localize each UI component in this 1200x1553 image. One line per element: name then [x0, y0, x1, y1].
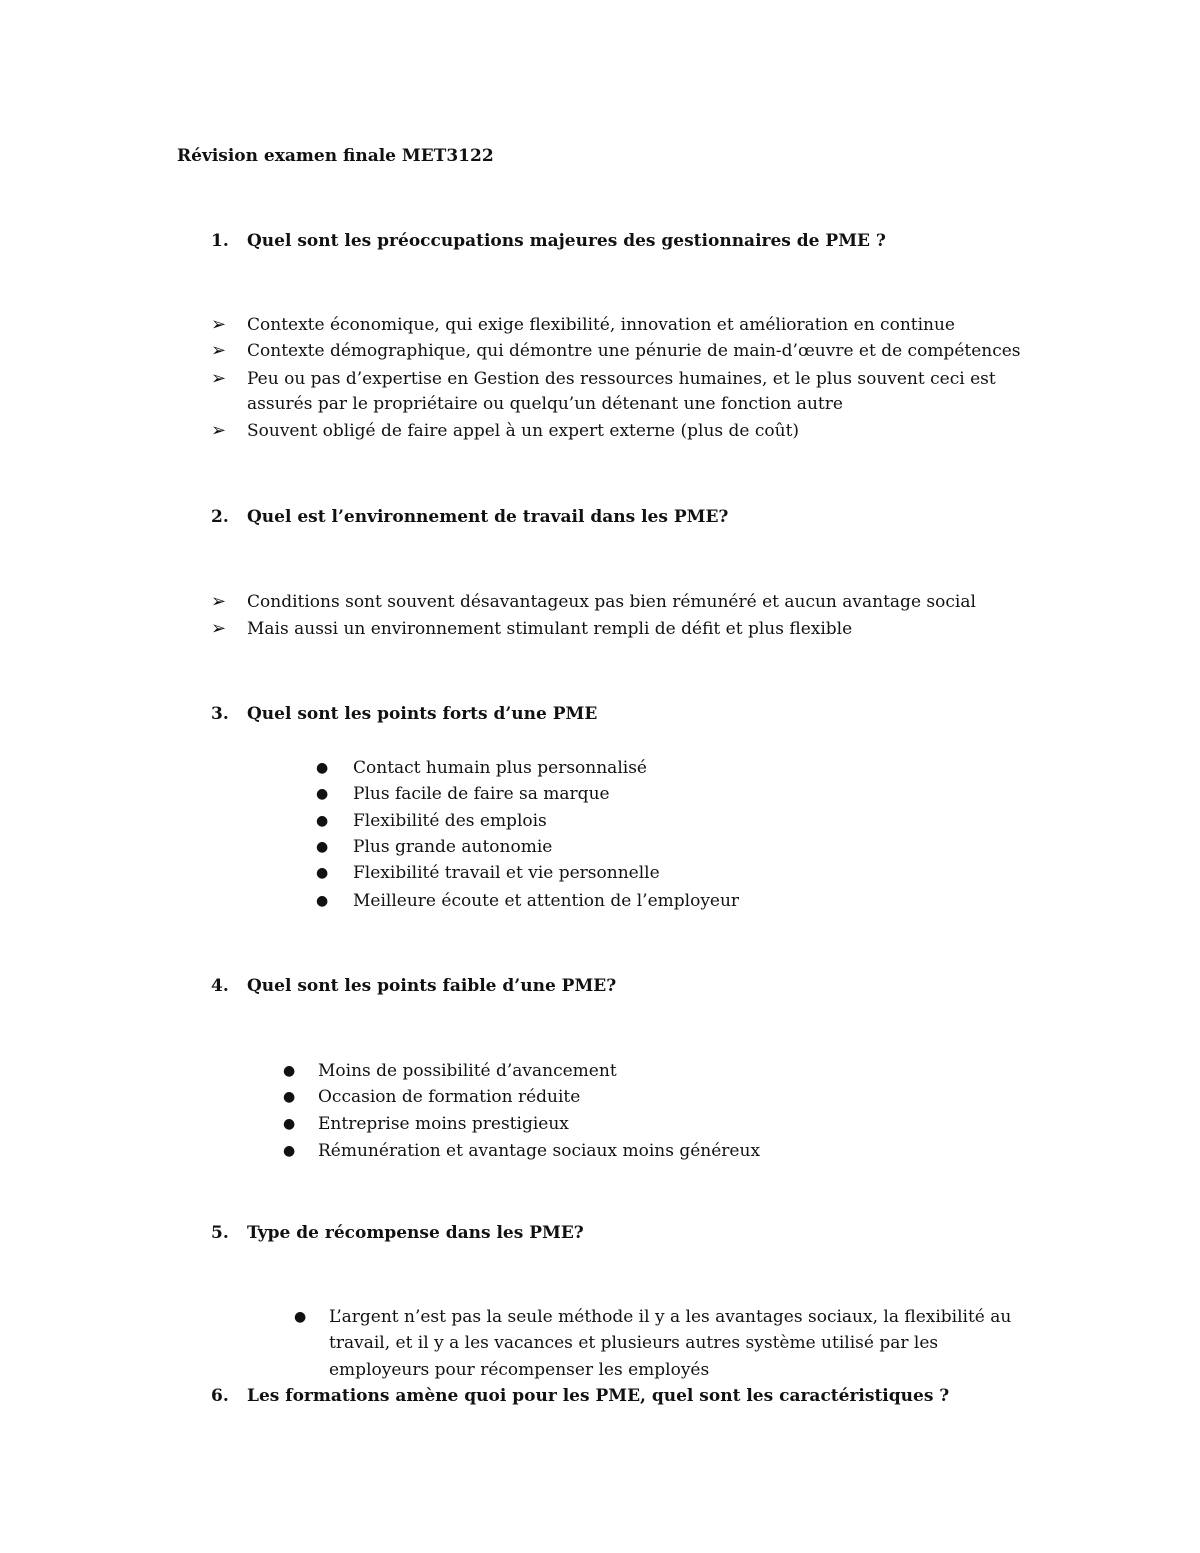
- list-item: Flexibilité des emplois: [353, 811, 547, 831]
- bullet-dot-icon: ●: [283, 1143, 296, 1159]
- question-number: 2.: [211, 507, 229, 527]
- arrow-bullet-icon: ➢: [211, 340, 227, 361]
- list-item: Souvent obligé de faire appel à un expert externe (plus de coût): [247, 421, 800, 441]
- bullet-dot-icon: ●: [283, 1116, 296, 1132]
- question-number: 6.: [211, 1386, 229, 1406]
- bullet-dot-icon: ●: [316, 813, 329, 829]
- bullet-dot-icon: ●: [316, 839, 329, 855]
- question-number: 5.: [211, 1223, 229, 1243]
- list-item: Rémunération et avantage sociaux moins généreux: [318, 1141, 761, 1161]
- question-heading: Type de récompense dans les PME?: [247, 1223, 584, 1243]
- question-heading: Quel sont les points faible d’une PME?: [247, 976, 617, 996]
- list-item-continuation: assurés par le propriétaire ou quelqu’un détenant une fonction autre: [247, 394, 843, 414]
- document-title: Révision examen finale MET3122: [177, 146, 494, 166]
- list-item-continuation: travail, et il y a les vacances et plusieurs autres système utilisé par les: [329, 1333, 939, 1353]
- list-item: L’argent n’est pas la seule méthode il y a les avantages sociaux, la flexibilité au: [329, 1307, 1012, 1327]
- list-item-continuation: employeurs pour récompenser les employés: [329, 1360, 710, 1380]
- list-item: Flexibilité travail et vie personnelle: [353, 863, 660, 883]
- question-heading: Quel sont les points forts d’une PME: [247, 704, 598, 724]
- bullet-dot-icon: ●: [316, 865, 329, 881]
- bullet-dot-icon: ●: [316, 760, 329, 776]
- arrow-bullet-icon: ➢: [211, 618, 227, 639]
- bullet-dot-icon: ●: [283, 1089, 296, 1105]
- question-number: 3.: [211, 704, 229, 724]
- arrow-bullet-icon: ➢: [211, 368, 227, 389]
- list-item: Entreprise moins prestigieux: [318, 1114, 569, 1134]
- list-item: Meilleure écoute et attention de l’employeur: [353, 891, 740, 911]
- bullet-dot-icon: ●: [316, 786, 329, 802]
- bullet-dot-icon: ●: [294, 1309, 307, 1325]
- list-item: Mais aussi un environnement stimulant rempli de défit et plus flexible: [247, 619, 853, 639]
- list-item: Contexte économique, qui exige flexibilité, innovation et amélioration en continue: [247, 315, 955, 335]
- list-item: Contexte démographique, qui démontre une pénurie de main-d’œuvre et de compétences: [247, 341, 1021, 361]
- list-item: Plus grande autonomie: [353, 837, 553, 857]
- list-item: Occasion de formation réduite: [318, 1087, 581, 1107]
- question-heading: Quel est l’environnement de travail dans les PME?: [247, 507, 729, 527]
- arrow-bullet-icon: ➢: [211, 420, 227, 441]
- question-number: 1.: [211, 231, 229, 251]
- list-item: Moins de possibilité d’avancement: [318, 1061, 617, 1081]
- list-item: Plus facile de faire sa marque: [353, 784, 610, 804]
- question-heading: Quel sont les préoccupations majeures des gestionnaires de PME ?: [247, 231, 886, 251]
- question-number: 4.: [211, 976, 229, 996]
- arrow-bullet-icon: ➢: [211, 591, 227, 612]
- bullet-dot-icon: ●: [283, 1063, 296, 1079]
- arrow-bullet-icon: ➢: [211, 314, 227, 335]
- question-heading: Les formations amène quoi pour les PME, quel sont les caractéristiques ?: [247, 1386, 950, 1406]
- list-item: Conditions sont souvent désavantageux pas bien rémunéré et aucun avantage social: [247, 592, 976, 612]
- bullet-dot-icon: ●: [316, 893, 329, 909]
- list-item: Contact humain plus personnalisé: [353, 758, 647, 778]
- list-item: Peu ou pas d’expertise en Gestion des ressources humaines, et le plus souvent ceci est: [247, 369, 996, 389]
